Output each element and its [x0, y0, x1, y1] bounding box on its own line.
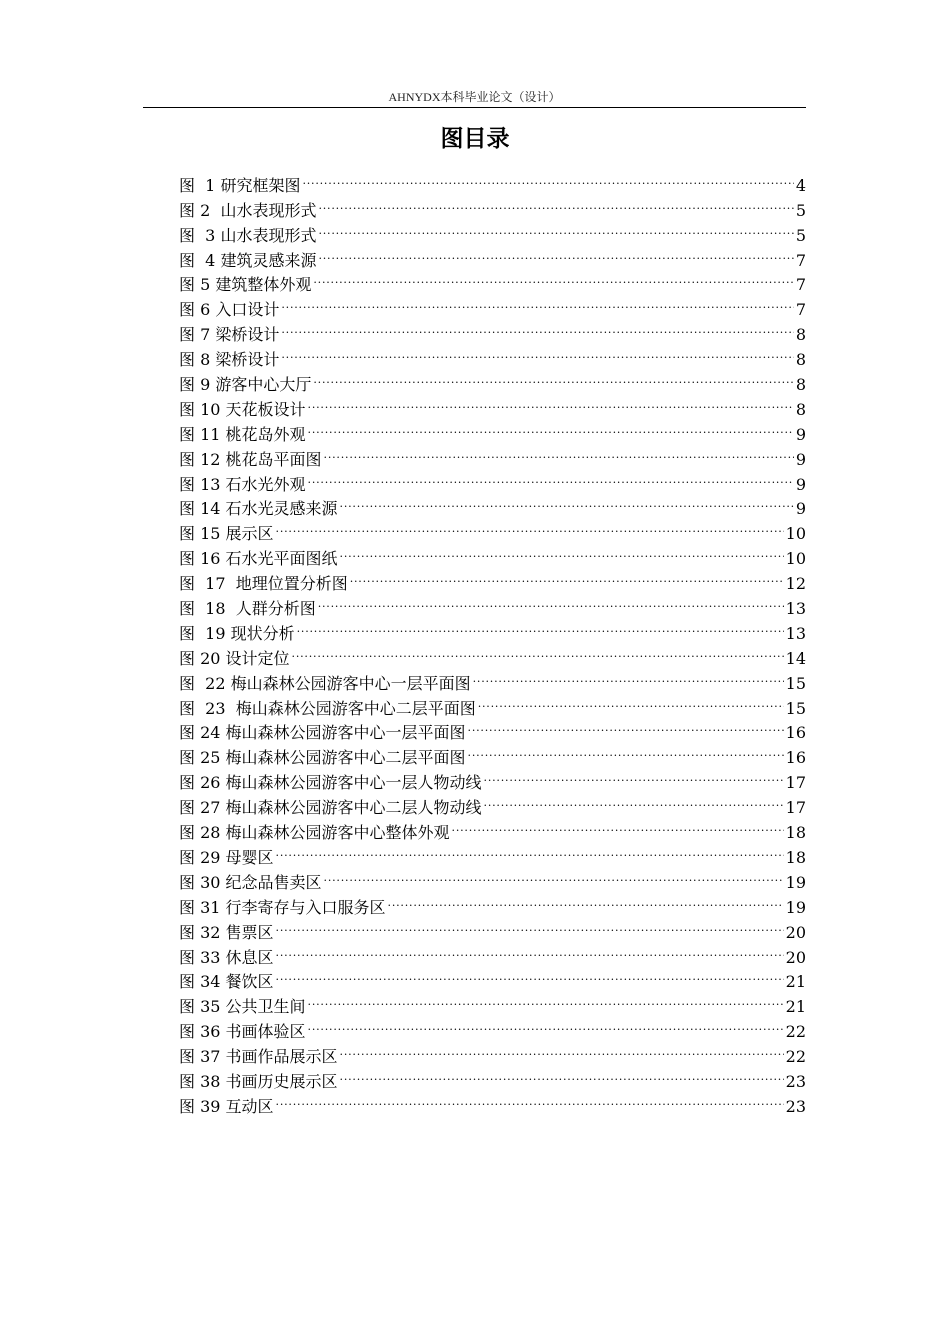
toc-entry-page: 16 — [785, 748, 806, 768]
toc-entry-label: 图 33 休息区 — [179, 947, 274, 967]
toc-entry-page: 13 — [785, 623, 806, 643]
dot-leader — [318, 191, 793, 216]
dot-leader — [313, 266, 793, 291]
dot-leader — [308, 415, 794, 440]
toc-entry-page: 12 — [785, 574, 806, 594]
toc-entry-page: 14 — [785, 648, 806, 668]
toc-entry-page: 15 — [785, 673, 806, 693]
toc-entry-label: 图 14 石水光灵感来源 — [179, 499, 338, 519]
toc-entry-page: 10 — [785, 549, 806, 569]
toc-entry-page: 21 — [785, 972, 806, 992]
dot-leader — [281, 315, 793, 340]
dot-leader — [478, 689, 784, 714]
toc-entry-page: 7 — [795, 300, 806, 320]
toc-entry-page: 22 — [785, 1047, 806, 1067]
dot-leader — [324, 863, 784, 888]
dot-leader — [276, 1087, 784, 1112]
toc-entry-page: 8 — [795, 375, 806, 395]
dot-leader — [281, 290, 793, 315]
figure-list — [179, 166, 806, 1116]
toc-entry-page: 9 — [795, 474, 806, 494]
toc-entry-page: 9 — [795, 499, 806, 519]
page-title: 图目录 — [440, 126, 510, 152]
dot-leader — [313, 365, 793, 390]
toc-entry-label: 图 3 山水表现形式 — [179, 225, 317, 245]
toc-entry-label: 图 16 石水光平面图纸 — [179, 549, 338, 569]
toc-entry-label: 图 20 设计定位 — [179, 648, 290, 668]
toc-entry-label: 图 34 餐饮区 — [179, 972, 274, 992]
header-rule — [143, 107, 806, 108]
page-header: AHNYDX本科毕业论文（设计） — [388, 90, 561, 104]
toc-entry-page: 19 — [785, 897, 806, 917]
toc-entry-label: 图 26 梅山森林公园游客中心一层人物动线 — [179, 773, 482, 793]
toc-entry-label: 图 12 桃花岛平面图 — [179, 449, 322, 469]
toc-entry-page: 8 — [795, 350, 806, 370]
dot-leader — [473, 664, 784, 689]
toc-entry-page: 20 — [785, 922, 806, 942]
dot-leader — [388, 888, 784, 913]
toc-entry-label: 图 1 研究框架图 — [179, 175, 301, 195]
dot-leader — [302, 166, 793, 191]
toc-entry-label: 图 31 行李寄存与入口服务区 — [179, 897, 386, 917]
toc-entry-page: 23 — [785, 1071, 806, 1091]
dot-leader — [318, 216, 793, 241]
toc-entry-label: 图 35 公共卫生间 — [179, 997, 306, 1017]
dot-leader — [281, 340, 793, 365]
toc-entry-page: 10 — [785, 524, 806, 544]
toc-entry-label: 图 25 梅山森林公园游客中心二层平面图 — [179, 748, 466, 768]
toc-entry[interactable] — [179, 166, 806, 195]
toc-entry-label: 图 8 梁桥设计 — [179, 350, 280, 370]
dot-leader — [484, 763, 784, 788]
toc-entry-label: 图 6 入口设计 — [179, 300, 280, 320]
toc-entry-page: 16 — [785, 723, 806, 743]
toc-entry-page: 7 — [795, 250, 806, 270]
dot-leader — [276, 514, 784, 539]
dot-leader — [308, 1012, 784, 1037]
toc-entry-page: 5 — [795, 200, 806, 220]
toc-entry-page: 18 — [785, 847, 806, 867]
toc-entry-label: 图 19 现状分析 — [179, 623, 295, 643]
toc-entry-label: 图 10 天花板设计 — [179, 399, 306, 419]
dot-leader — [340, 539, 784, 564]
toc-entry-page: 21 — [785, 997, 806, 1017]
toc-entry-page: 17 — [785, 773, 806, 793]
dot-leader — [297, 614, 784, 639]
toc-entry-label: 图 38 书画历史展示区 — [179, 1071, 338, 1091]
toc-entry-page: 18 — [785, 823, 806, 843]
toc-entry-label: 图 24 梅山森林公园游客中心一层平面图 — [179, 723, 466, 743]
toc-entry-page: 22 — [785, 1022, 806, 1042]
dot-leader — [452, 813, 784, 838]
toc-entry-label: 图 30 纪念品售卖区 — [179, 872, 322, 892]
toc-entry-page: 13 — [785, 599, 806, 619]
toc-entry-label: 图 28 梅山森林公园游客中心整体外观 — [179, 823, 450, 843]
toc-entry-page: 23 — [785, 1096, 806, 1116]
dot-leader — [350, 564, 784, 589]
toc-entry-label: 图 9 游客中心大厅 — [179, 375, 312, 395]
toc-entry-page: 20 — [785, 947, 806, 967]
toc-entry-label: 图 39 互动区 — [179, 1096, 274, 1116]
toc-entry-page: 9 — [795, 449, 806, 469]
toc-entry-label: 图 4 建筑灵感来源 — [179, 250, 317, 270]
dot-leader — [340, 490, 794, 515]
toc-entry-label: 图 18 人群分析图 — [179, 599, 316, 619]
toc-entry-page: 5 — [795, 225, 806, 245]
dot-leader — [318, 241, 793, 266]
toc-entry-page: 8 — [795, 399, 806, 419]
toc-entry-label: 图 32 售票区 — [179, 922, 274, 942]
toc-entry-page: 4 — [795, 175, 806, 195]
dot-leader — [468, 714, 784, 739]
toc-entry-page: 15 — [785, 698, 806, 718]
toc-entry-label: 图 2 山水表现形式 — [179, 200, 317, 220]
dot-leader — [276, 963, 784, 988]
toc-entry-label: 图 22 梅山森林公园游客中心一层平面图 — [179, 673, 471, 693]
toc-entry-label: 图 36 书画体验区 — [179, 1022, 306, 1042]
toc-entry-label: 图 5 建筑整体外观 — [179, 275, 312, 295]
toc-entry-page: 17 — [785, 798, 806, 818]
dot-leader — [340, 1037, 784, 1062]
toc-entry-label: 图 27 梅山森林公园游客中心二层人物动线 — [179, 798, 482, 818]
toc-entry-page: 9 — [795, 424, 806, 444]
dot-leader — [484, 788, 784, 813]
dot-leader — [468, 738, 784, 763]
dot-leader — [276, 838, 784, 863]
dot-leader — [324, 440, 794, 465]
toc-entry-label: 图 13 石水光外观 — [179, 474, 306, 494]
toc-entry-label: 图 7 梁桥设计 — [179, 325, 280, 345]
dot-leader — [340, 1062, 784, 1087]
toc-entry-label: 图 29 母婴区 — [179, 847, 274, 867]
dot-leader — [276, 938, 784, 963]
toc-entry-label: 图 11 桃花岛外观 — [179, 424, 306, 444]
toc-entry-label: 图 23 梅山森林公园游客中心二层平面图 — [179, 698, 476, 718]
dot-leader — [292, 639, 784, 664]
toc-entry-page: 7 — [795, 275, 806, 295]
dot-leader — [276, 913, 784, 938]
toc-entry-page: 19 — [785, 872, 806, 892]
dot-leader — [308, 465, 794, 490]
dot-leader — [308, 390, 794, 415]
toc-entry-label: 图 17 地理位置分析图 — [179, 574, 348, 594]
toc-entry-page: 8 — [795, 325, 806, 345]
toc-entry-label: 图 15 展示区 — [179, 524, 274, 544]
toc-entry-label: 图 37 书画作品展示区 — [179, 1047, 338, 1067]
dot-leader — [308, 987, 784, 1012]
dot-leader — [318, 589, 784, 614]
